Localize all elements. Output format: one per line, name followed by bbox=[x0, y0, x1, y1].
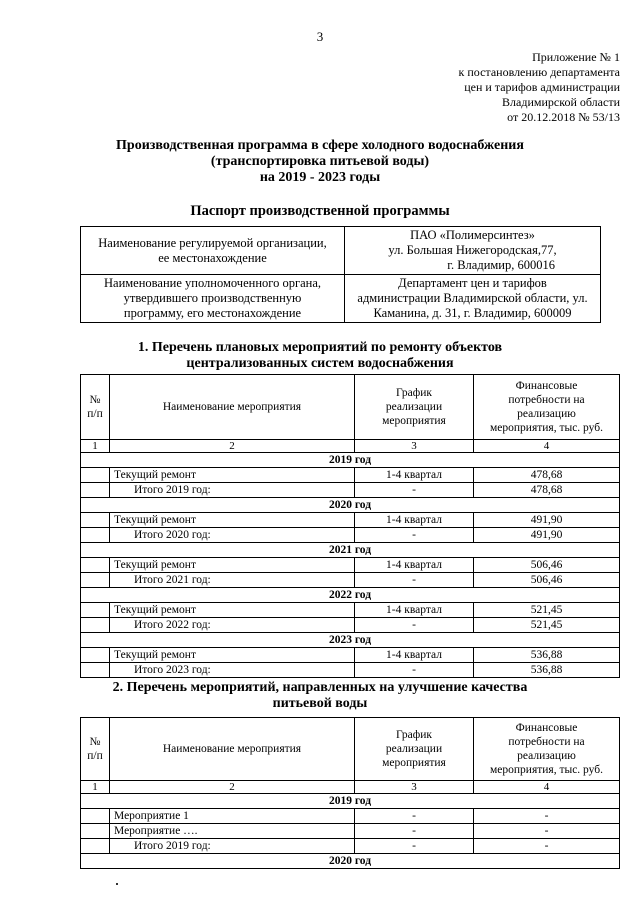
passport-label-line: Наименование уполномоченного органа, bbox=[104, 276, 321, 290]
item-schedule: 1-4 квартал bbox=[355, 513, 474, 528]
total-amount: 506,46 bbox=[474, 573, 620, 588]
total-row bbox=[81, 483, 620, 498]
section-heading-line: 1. Перечень плановых мероприятий по ремонту объектов bbox=[137, 340, 503, 355]
header-number bbox=[81, 375, 110, 440]
passport-label-line: программу, его местонахождение bbox=[123, 306, 302, 320]
section2-heading bbox=[60, 680, 580, 712]
year-row bbox=[81, 794, 620, 809]
table-row bbox=[81, 603, 620, 618]
title-line: на 2019 - 2023 годы bbox=[259, 170, 381, 185]
year-label: 2019 год bbox=[81, 453, 620, 468]
item-schedule: - bbox=[355, 824, 474, 839]
header-schedule bbox=[355, 375, 474, 440]
header-line: График bbox=[396, 729, 432, 741]
section-heading-line: питьевой воды bbox=[272, 696, 368, 711]
table-row bbox=[81, 824, 620, 839]
appendix-line: к постановлению департамента bbox=[458, 65, 620, 79]
item-schedule: - bbox=[355, 809, 474, 824]
total-schedule: - bbox=[355, 483, 474, 498]
passport-value bbox=[345, 227, 601, 275]
document-title bbox=[60, 138, 580, 186]
header-line: мероприятия bbox=[382, 757, 446, 769]
table-header-row bbox=[81, 375, 620, 440]
item-name: Текущий ремонт bbox=[110, 603, 355, 618]
appendix-line: Приложение № 1 bbox=[532, 50, 620, 64]
table-row bbox=[81, 513, 620, 528]
appendix-line: от 20.12.2018 № 53/13 bbox=[507, 110, 620, 124]
header-line: реализации bbox=[385, 401, 443, 413]
year-row bbox=[81, 588, 620, 603]
year-label: 2020 год bbox=[81, 854, 620, 869]
year-label: 2023 год bbox=[81, 633, 620, 648]
total-row bbox=[81, 618, 620, 633]
item-schedule: 1-4 квартал bbox=[355, 468, 474, 483]
table-row bbox=[81, 468, 620, 483]
column-number: 2 bbox=[110, 781, 355, 794]
total-amount: 478,68 bbox=[474, 483, 620, 498]
item-schedule: 1-4 квартал bbox=[355, 648, 474, 663]
header-amount bbox=[474, 375, 620, 440]
total-schedule: - bbox=[355, 573, 474, 588]
item-name: Мероприятие …. bbox=[110, 824, 355, 839]
header-line: потребности на bbox=[508, 736, 585, 748]
passport-row bbox=[81, 227, 601, 275]
section-heading-line: 2. Перечень мероприятий, направленных на улучшение качества bbox=[112, 680, 528, 695]
item-name: Мероприятие 1 bbox=[110, 809, 355, 824]
total-row bbox=[81, 573, 620, 588]
header-line: реализацию bbox=[517, 750, 576, 762]
item-name: Текущий ремонт bbox=[110, 513, 355, 528]
header-line: График bbox=[396, 387, 432, 399]
item-amount: 506,46 bbox=[474, 558, 620, 573]
header-line: Финансовые bbox=[515, 722, 578, 734]
year-row bbox=[81, 498, 620, 513]
section2-table bbox=[80, 717, 620, 869]
passport-label-line: Наименование регулируемой организации, bbox=[98, 235, 327, 250]
total-name: Итого 2023 год: bbox=[110, 663, 355, 678]
total-row bbox=[81, 528, 620, 543]
passport-value-line: администрации Владимирской области, ул. bbox=[357, 291, 588, 305]
year-row bbox=[81, 453, 620, 468]
total-name: Итого 2019 год: bbox=[110, 839, 355, 854]
passport-value-line: г. Владимир, 600016 bbox=[447, 258, 555, 272]
passport-value bbox=[345, 275, 601, 323]
appendix-line: цен и тарифов администрации bbox=[464, 80, 620, 94]
item-amount: 521,45 bbox=[474, 603, 620, 618]
passport-value-line: ПАО «Полимерсинтез» bbox=[410, 228, 535, 242]
item-schedule: 1-4 квартал bbox=[355, 558, 474, 573]
title-line: Производственная программа в сфере холодного водоснабжения bbox=[116, 138, 524, 153]
total-name: Итого 2021 год: bbox=[110, 573, 355, 588]
total-schedule: - bbox=[355, 618, 474, 633]
item-name: Текущий ремонт bbox=[110, 648, 355, 663]
header-number bbox=[81, 718, 110, 781]
header-line: мероприятия, тыс. руб. bbox=[490, 764, 603, 776]
header-line: реализации bbox=[385, 743, 443, 755]
header-line: мероприятия bbox=[382, 415, 446, 427]
header-schedule bbox=[355, 718, 474, 781]
passport-row bbox=[81, 275, 601, 323]
header-line: п/п bbox=[87, 750, 103, 762]
page-number: 3 bbox=[316, 29, 324, 44]
item-name: Текущий ремонт bbox=[110, 558, 355, 573]
header-line: Финансовые bbox=[515, 380, 578, 392]
passport-value-line: Департамент цен и тарифов bbox=[398, 276, 547, 290]
year-row bbox=[81, 633, 620, 648]
appendix-line: Владимирской области bbox=[502, 95, 620, 109]
header-name: Наименование мероприятия bbox=[110, 375, 355, 440]
total-name: Итого 2020 год: bbox=[110, 528, 355, 543]
passport-label-line: утвердившего производственную bbox=[123, 291, 302, 305]
total-name: Итого 2019 год: bbox=[110, 483, 355, 498]
passport-label-line: ее местонахождение bbox=[158, 250, 267, 265]
year-label: 2019 год bbox=[81, 794, 620, 809]
total-schedule: - bbox=[355, 528, 474, 543]
year-label: 2022 год bbox=[81, 588, 620, 603]
total-amount: 491,90 bbox=[474, 528, 620, 543]
scan-speck bbox=[116, 883, 118, 885]
header-name: Наименование мероприятия bbox=[110, 718, 355, 781]
column-number: 1 bbox=[81, 781, 110, 794]
section-heading-line: централизованных систем водоснабжения bbox=[186, 356, 454, 371]
total-name: Итого 2022 год: bbox=[110, 618, 355, 633]
item-name: Текущий ремонт bbox=[110, 468, 355, 483]
passport-value-line: Каманина, д. 31, г. Владимир, 600009 bbox=[373, 306, 572, 320]
total-amount: 536,88 bbox=[474, 663, 620, 678]
header-line: мероприятия, тыс. руб. bbox=[490, 422, 603, 434]
year-label: 2020 год bbox=[81, 498, 620, 513]
header-line: № bbox=[89, 736, 101, 748]
year-label: 2021 год bbox=[81, 543, 620, 558]
section1-table bbox=[80, 374, 620, 678]
total-row bbox=[81, 663, 620, 678]
header-line: № bbox=[89, 394, 101, 406]
total-amount: - bbox=[474, 839, 620, 854]
column-number: 4 bbox=[474, 781, 620, 794]
total-row bbox=[81, 839, 620, 854]
column-number: 4 bbox=[474, 440, 620, 453]
column-number: 2 bbox=[110, 440, 355, 453]
item-amount: 491,90 bbox=[474, 513, 620, 528]
header-amount bbox=[474, 718, 620, 781]
item-amount: - bbox=[474, 824, 620, 839]
table-row bbox=[81, 558, 620, 573]
year-row bbox=[81, 543, 620, 558]
table-row bbox=[81, 809, 620, 824]
header-line: п/п bbox=[87, 408, 103, 420]
item-amount: 478,68 bbox=[474, 468, 620, 483]
column-number-row bbox=[81, 781, 620, 794]
appendix-block bbox=[420, 50, 620, 125]
passport-value-line: ул. Большая Нижегородская,77, bbox=[388, 243, 557, 257]
section1-heading bbox=[60, 340, 580, 372]
total-schedule: - bbox=[355, 839, 474, 854]
column-number-row bbox=[81, 440, 620, 453]
table-row bbox=[81, 648, 620, 663]
table-header-row bbox=[81, 718, 620, 781]
column-number: 1 bbox=[81, 440, 110, 453]
header-line: потребности на bbox=[508, 394, 585, 406]
item-schedule: 1-4 квартал bbox=[355, 603, 474, 618]
item-amount: - bbox=[474, 809, 620, 824]
column-number: 3 bbox=[355, 440, 474, 453]
year-row bbox=[81, 854, 620, 869]
total-schedule: - bbox=[355, 663, 474, 678]
total-amount: 521,45 bbox=[474, 618, 620, 633]
passport-label bbox=[81, 275, 345, 323]
column-number: 3 bbox=[355, 781, 474, 794]
title-line: (транспортировка питьевой воды) bbox=[210, 154, 430, 169]
passport-label bbox=[81, 227, 345, 275]
header-line: реализацию bbox=[517, 408, 576, 420]
passport-heading: Паспорт производственной программы bbox=[190, 203, 450, 219]
passport-table bbox=[80, 226, 601, 323]
item-amount: 536,88 bbox=[474, 648, 620, 663]
